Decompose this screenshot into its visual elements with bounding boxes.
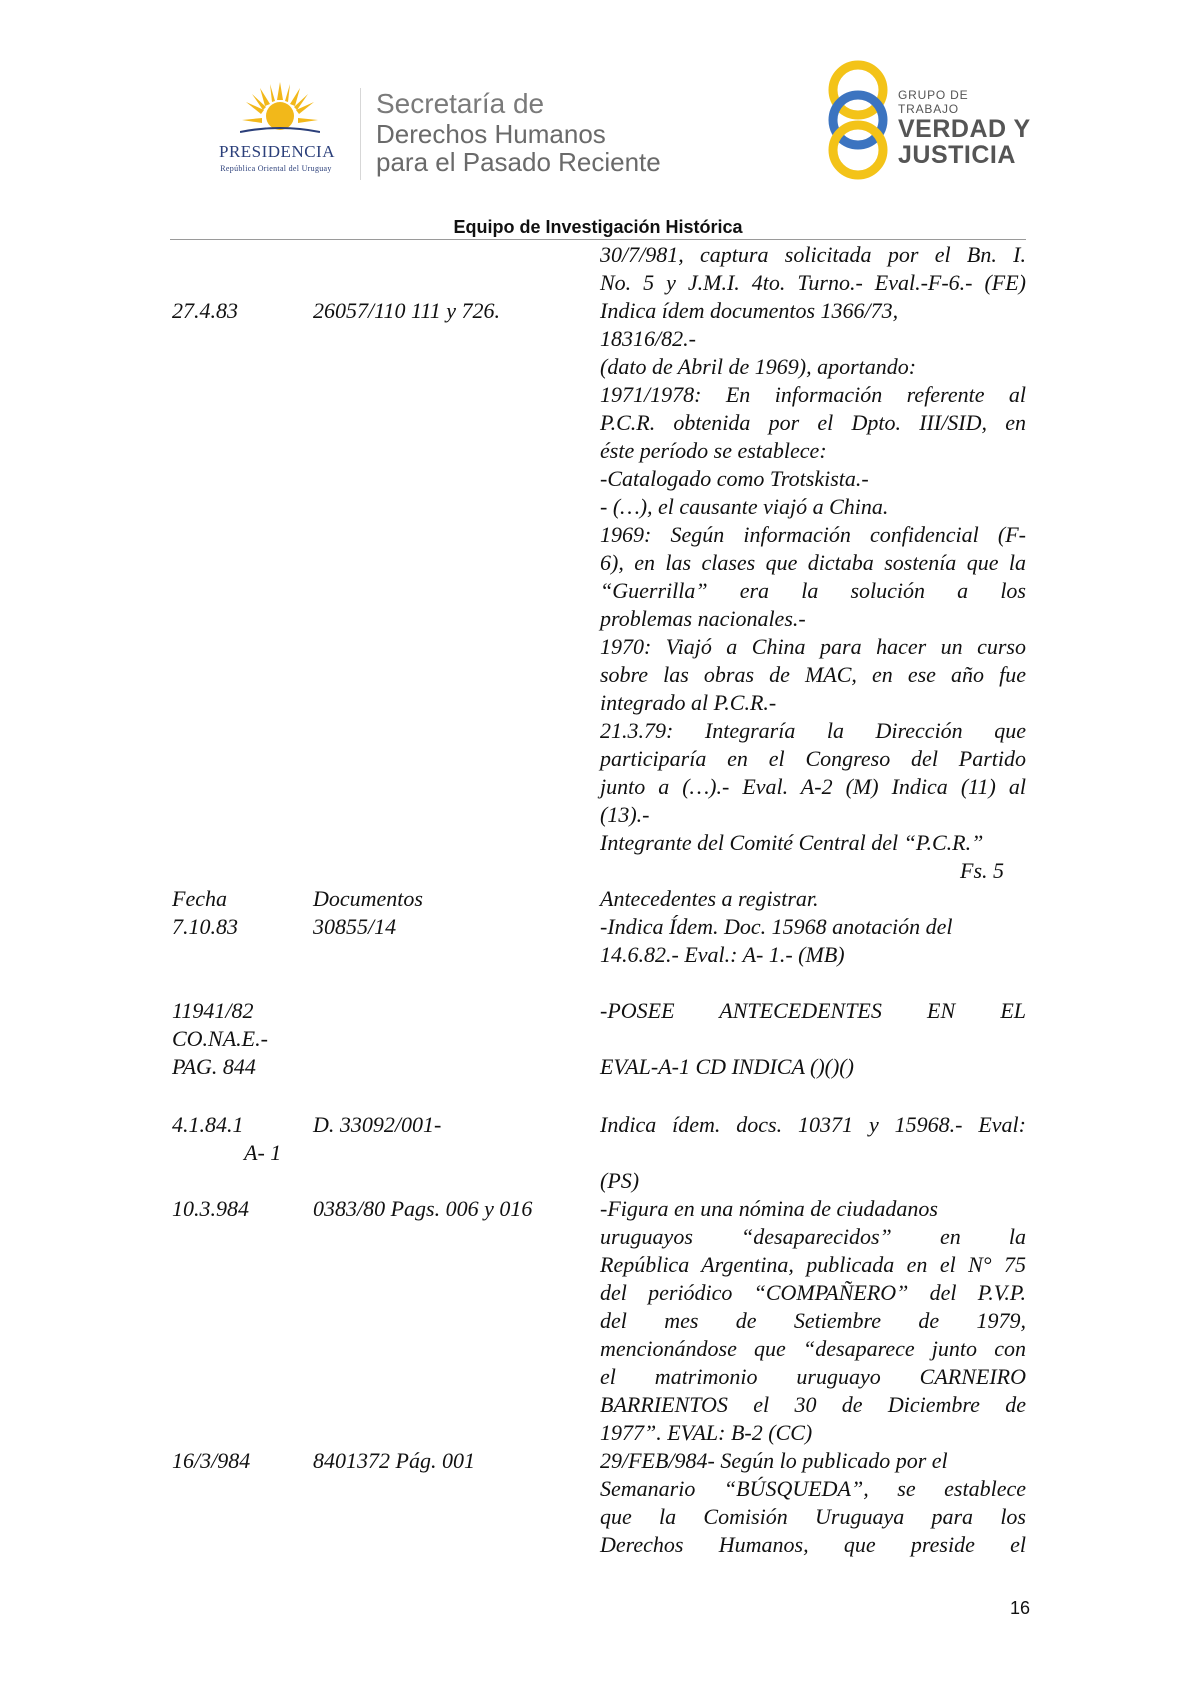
gtvj-line-2: VERDAD Y <box>898 115 1031 143</box>
text-line: el matrimonio uruguayo CARNEIRO <box>600 1364 1026 1389</box>
entry-document: D. 33092/001- <box>313 1112 442 1137</box>
column-header-documentos: Documentos <box>313 886 423 911</box>
text-line: 1969: Según información confidencial (F- <box>600 522 1026 547</box>
text-line: P.C.R. obtenida por el Dpto. III/SID, en <box>600 410 1026 435</box>
entry-document: 8401372 Pág. 001 <box>313 1448 475 1473</box>
text-line: - (…), el causante viajó a China. <box>600 494 889 519</box>
text-line: junto a (…).- Eval. A-2 (M) Indica (11) al <box>600 774 1026 799</box>
rings-icon <box>822 58 894 182</box>
entry-date: 4.1.84.1 <box>172 1112 244 1137</box>
entry-date: 11941/82 <box>172 998 254 1023</box>
text-line: Derechos Humanos, que preside el <box>600 1532 1026 1557</box>
presidencia-wordmark: PRESIDENCIA <box>218 142 335 161</box>
entry-date: 16/3/984 <box>172 1448 251 1473</box>
text-line: integrado al P.C.R.- <box>600 690 777 715</box>
text-line: (PS) <box>600 1168 640 1193</box>
entry-document: 26057/110 111 y 726. <box>313 298 500 323</box>
entry-date-sub: A- 1 <box>244 1140 282 1165</box>
text-line: del periódico “COMPAÑERO” del P.V.P. <box>600 1280 1026 1305</box>
entry-document: 0383/80 Pags. 006 y 016 <box>313 1196 533 1221</box>
presidencia-logo <box>196 80 356 180</box>
text-line: uruguayos “desaparecidos” en la <box>600 1224 1026 1249</box>
text-line: -Indica Ídem. Doc. 15968 anotación del <box>600 914 953 939</box>
text-line: 14.6.82.- Eval.: A- 1.- (MB) <box>600 942 845 967</box>
text-line: (dato de Abril de 1969), aportando: <box>600 354 917 379</box>
text-line: Integrante del Comité Central del “P.C.R.” <box>600 830 984 855</box>
sun-icon <box>240 80 320 144</box>
text-line: -Catalogado como Trotskista.- <box>600 466 869 491</box>
text-line: “Guerrilla” era la solución a los <box>600 578 1026 603</box>
text-line: mencionándose que “desaparece junto con <box>600 1336 1026 1361</box>
text-line: -POSEE ANTECEDENTES EN EL <box>600 998 1026 1023</box>
column-header-antecedentes: Antecedentes a registrar. <box>600 886 819 911</box>
text-line: Indica ídem. docs. 10371 y 15968.- Eval: <box>600 1112 1026 1137</box>
entry-date: 7.10.83 <box>172 914 238 939</box>
entry-date: 27.4.83 <box>172 298 238 323</box>
gtvj-line-1: GRUPO DE TRABAJO <box>898 88 969 116</box>
text-line: 21.3.79: Integraría la Dirección que <box>600 718 1026 743</box>
secretaria-logo <box>376 88 661 176</box>
text-line: BARRIENTOS el 30 de Diciembre de <box>600 1392 1026 1417</box>
text-line: 30/7/981, captura solicitada por el Bn. I. <box>600 242 1026 267</box>
text-line: participaría en el Congreso del Partido <box>600 746 1026 771</box>
verdad-justicia-logo <box>822 58 1032 182</box>
entry-date: PAG. 844 <box>172 1054 256 1079</box>
text-line: Indica ídem documentos 1366/73, <box>600 298 899 323</box>
presidencia-subtitle: República Oriental del Uruguay <box>220 164 332 173</box>
secretaria-line-2: Derechos Humanos <box>376 119 606 149</box>
text-line: problemas nacionales.- <box>600 606 806 631</box>
text-line: 1970: Viajó a China para hacer un curso <box>600 634 1026 659</box>
text-line: 1971/1978: En información referente al <box>600 382 1026 407</box>
text-line: que la Comisión Uruguaya para los <box>600 1504 1026 1529</box>
entry-document: 30855/14 <box>313 914 397 939</box>
text-line: Semanario “BÚSQUEDA”, se establece <box>600 1476 1026 1501</box>
secretaria-line-1: Secretaría de <box>376 88 545 119</box>
text-line: EVAL-A-1 CD INDICA ()()() <box>600 1054 854 1079</box>
team-title: Equipo de Investigación Histórica <box>453 217 743 237</box>
entry-date: CO.NA.E.- <box>172 1026 268 1051</box>
text-line: éste período se establece: <box>600 438 827 463</box>
text-line: (13).- <box>600 802 650 827</box>
page-number: 16 <box>1009 1598 1030 1618</box>
gtvj-line-3: JUSTICIA <box>898 141 1016 169</box>
text-line: 1977”. EVAL: B-2 (CC) <box>600 1420 813 1445</box>
entry-date: 10.3.984 <box>172 1196 249 1221</box>
text-line: 18316/82.- <box>600 326 696 351</box>
text-line: No. 5 y J.M.I. 4to. Turno.- Eval.-F-6.- (FE) <box>600 270 1026 295</box>
header-rule <box>170 239 1026 240</box>
text-line: 6), en las clases que dictaba sostenía que la <box>600 550 1026 575</box>
folio-number: Fs. 5 <box>960 858 1004 883</box>
column-header-fecha: Fecha <box>172 886 227 911</box>
text-line: -Figura en una nómina de ciudadanos <box>600 1196 938 1221</box>
text-line: 29/FEB/984- Según lo publicado por el <box>600 1448 948 1473</box>
secretaria-line-3: para el Pasado Reciente <box>376 147 661 177</box>
text-line: del mes de Setiembre de 1979, <box>600 1308 1026 1333</box>
text-line: República Argentina, publicada en el N° 75 <box>600 1252 1026 1277</box>
header-divider <box>360 88 361 180</box>
text-line: sobre las obras de MAC, en ese año fue <box>600 662 1026 687</box>
